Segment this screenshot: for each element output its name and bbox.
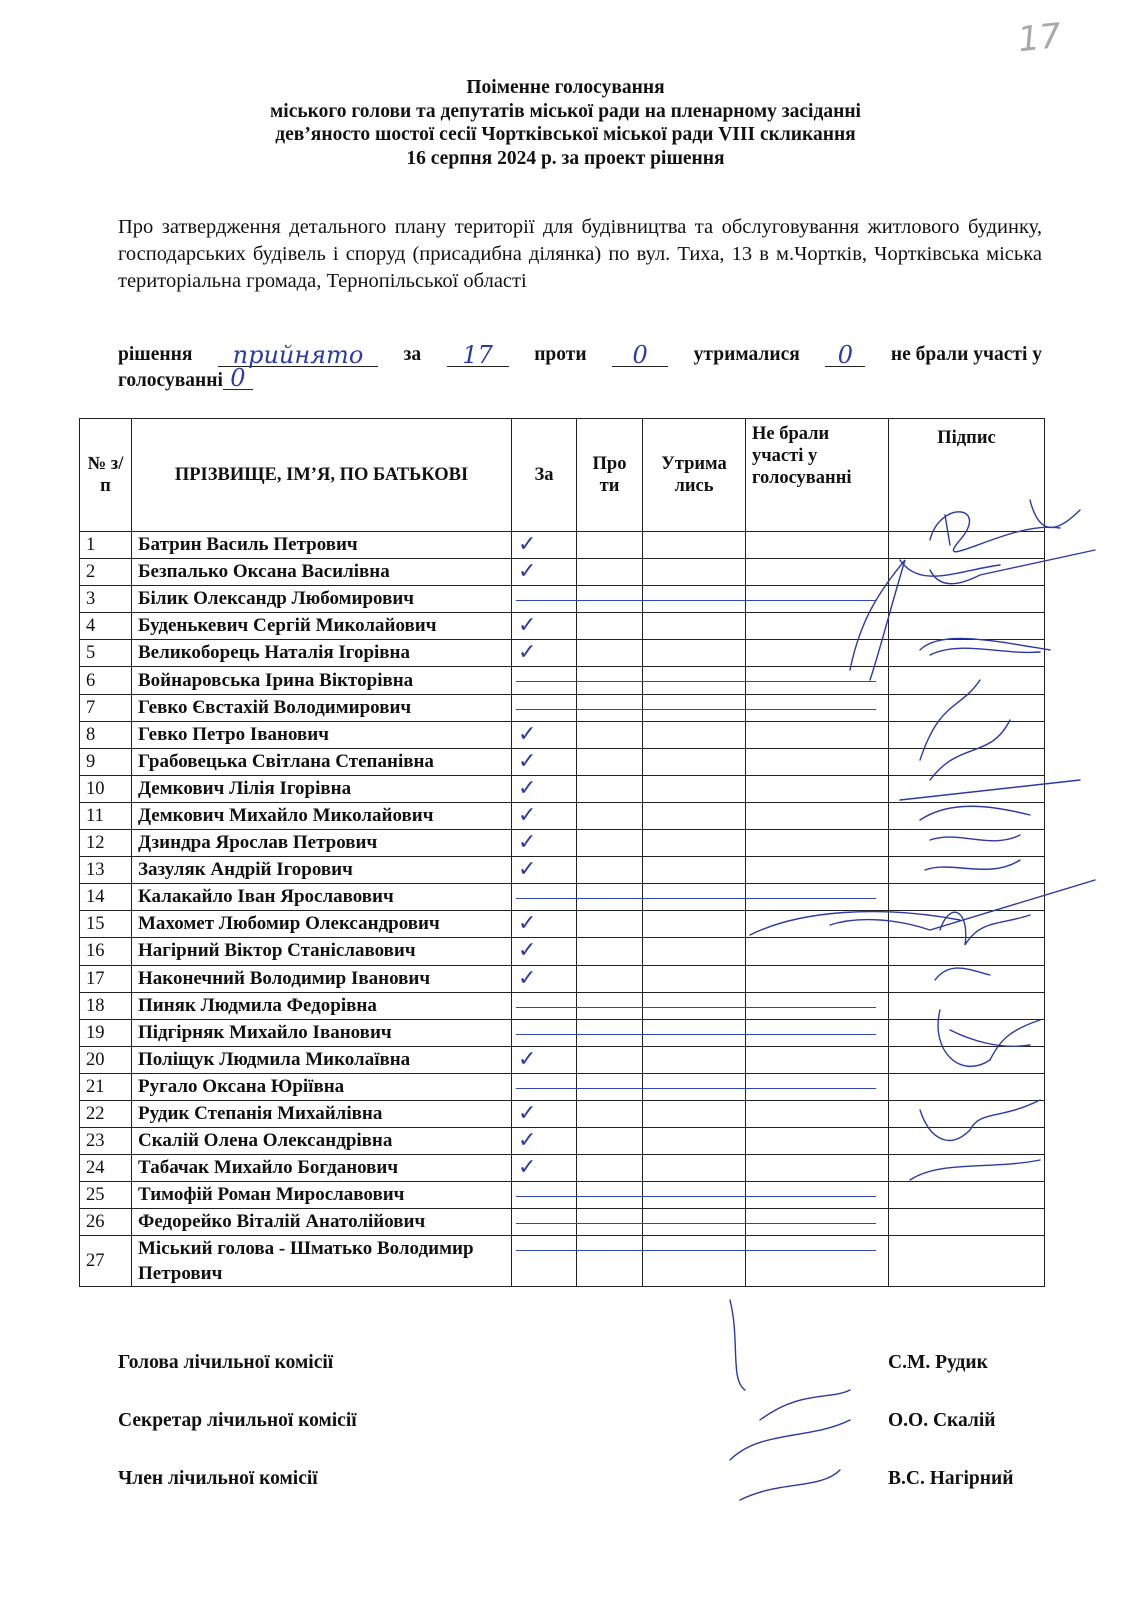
deputy-name: Скалій Олена Олександрівна: [132, 1128, 512, 1155]
vote-notpart-cell: [746, 965, 889, 992]
dash-line: [516, 1250, 876, 1251]
vote-for-cell: [512, 830, 577, 857]
deputy-name: Федорейко Віталій Анатолійович: [132, 1209, 512, 1236]
abstain-label: утрималися: [693, 344, 800, 365]
row-number: 25: [80, 1182, 132, 1209]
table-row: [80, 1209, 1045, 1236]
row-number: 4: [80, 613, 132, 640]
signature-cell: [889, 1019, 1045, 1046]
vote-for-cell: [512, 559, 577, 586]
deputy-name: Батрин Василь Петрович: [132, 532, 512, 559]
vote-for-cell: [512, 1236, 577, 1287]
table-row: [80, 667, 1045, 694]
checkmark-icon: ✓: [518, 802, 537, 828]
vote-notpart-cell: [746, 1236, 889, 1287]
deputy-name: Дзиндра Ярослав Петрович: [132, 830, 512, 857]
vote-for-cell: [512, 938, 577, 965]
signature-cell: [889, 1100, 1045, 1127]
row-number: 21: [80, 1073, 132, 1100]
deputy-name: Махомет Любомир Олександрович: [132, 911, 512, 938]
table-header-row: [80, 419, 1045, 532]
vote-for-cell: [512, 857, 577, 884]
table-row: [80, 1073, 1045, 1100]
vote-for-cell: [512, 1128, 577, 1155]
vote-abstain-cell: [643, 1128, 746, 1155]
vote-notpart-cell: [746, 938, 889, 965]
table-row: [80, 721, 1045, 748]
notpart-label-continued: голосуванні: [118, 370, 223, 391]
row-number: 18: [80, 992, 132, 1019]
signature-cell: [889, 775, 1045, 802]
vote-against-cell: [577, 532, 643, 559]
signature-cell: [889, 965, 1045, 992]
checkmark-icon: ✓: [518, 1100, 537, 1126]
deputy-name: Демкович Михайло Миколайович: [132, 802, 512, 829]
deputy-name: Нагірний Віктор Станіславович: [132, 938, 512, 965]
checkmark-icon: ✓: [518, 938, 537, 964]
table-row: [80, 1128, 1045, 1155]
signature-cell: [889, 830, 1045, 857]
vote-notpart-cell: [746, 1046, 889, 1073]
commission-person: В.С. Нагірний: [888, 1468, 1014, 1489]
vote-notpart-cell: [746, 748, 889, 775]
signature-cell: [889, 1155, 1045, 1182]
signature-cell: [889, 1073, 1045, 1100]
vote-notpart-cell: [746, 1100, 889, 1127]
table-row: [80, 694, 1045, 721]
header-for: За: [512, 419, 577, 532]
vote-against-cell: [577, 857, 643, 884]
deputy-name: Білик Олександр Любомирович: [132, 586, 512, 613]
deputy-name: Рудик Степанія Михайлівна: [132, 1100, 512, 1127]
deputy-name: Калакайло Іван Ярославович: [132, 884, 512, 911]
notpart-label: не брали участі у: [890, 344, 1042, 365]
table-row: [80, 748, 1045, 775]
vote-notpart-cell: [746, 911, 889, 938]
signature-cell: [889, 640, 1045, 667]
vote-for-cell: [512, 1073, 577, 1100]
vote-for-cell: [512, 532, 577, 559]
deputy-name: Тимофій Роман Мирославович: [132, 1182, 512, 1209]
vote-against-cell: [577, 1100, 643, 1127]
signature-cell: [889, 667, 1045, 694]
header-abstain: Утрима лись: [643, 419, 746, 532]
for-value: 17: [447, 344, 509, 367]
header-sign: Підпис: [889, 419, 1045, 532]
row-number: 5: [80, 640, 132, 667]
deputy-name: Зазуляк Андрій Ігорович: [132, 857, 512, 884]
row-number: 16: [80, 938, 132, 965]
vote-against-cell: [577, 1236, 643, 1287]
table-row: [80, 1046, 1045, 1073]
document-header: [0, 76, 1131, 170]
vote-abstain-cell: [643, 775, 746, 802]
deputy-name: Ругало Оксана Юріївна: [132, 1073, 512, 1100]
row-number: 9: [80, 748, 132, 775]
table-row: [80, 1236, 1045, 1287]
signature-cell: [889, 1236, 1045, 1287]
row-number: 19: [80, 1019, 132, 1046]
vote-against-cell: [577, 802, 643, 829]
header-notpart: Не брали участі у голосуванні: [746, 419, 889, 532]
row-number: 11: [80, 802, 132, 829]
signature-cell: [889, 532, 1045, 559]
table-row: [80, 802, 1045, 829]
vote-abstain-cell: [643, 1100, 746, 1127]
table-row: [80, 965, 1045, 992]
header-line-3: дев’яносто шостої сесії Чортківської міської ради VIII скликання: [275, 124, 856, 145]
voting-table-body: [80, 532, 1045, 1287]
voting-table: [79, 418, 1045, 1287]
signature-cell: [889, 1182, 1045, 1209]
row-number: 7: [80, 694, 132, 721]
checkmark-icon: ✓: [518, 830, 537, 856]
row-number: 14: [80, 884, 132, 911]
vote-against-cell: [577, 640, 643, 667]
row-number: 10: [80, 775, 132, 802]
decision-value: прийнято: [218, 344, 378, 367]
header-line-4: 16 серпня 2024 р. за проект рішення: [406, 147, 725, 169]
vote-against-cell: [577, 721, 643, 748]
vote-against-cell: [577, 748, 643, 775]
dash-line: [516, 1034, 876, 1035]
vote-abstain-cell: [643, 613, 746, 640]
deputy-name: Буденькевич Сергій Миколайович: [132, 613, 512, 640]
row-number: 23: [80, 1128, 132, 1155]
table-row: [80, 1019, 1045, 1046]
notpart-value: 0: [223, 367, 253, 390]
vote-abstain-cell: [643, 965, 746, 992]
row-number: 24: [80, 1155, 132, 1182]
vote-for-cell: [512, 667, 577, 694]
vote-notpart-cell: [746, 532, 889, 559]
signature-cell: [889, 1128, 1045, 1155]
vote-notpart-cell: [746, 830, 889, 857]
vote-abstain-cell: [643, 1236, 746, 1287]
commission-person: О.О. Скалій: [888, 1410, 996, 1431]
row-number: 20: [80, 1046, 132, 1073]
deputy-name: Гевко Петро Іванович: [132, 721, 512, 748]
checkmark-icon: ✓: [518, 1155, 537, 1181]
table-row: [80, 532, 1045, 559]
header-name: ПРІЗВИЩЕ, ІМ’Я, ПО БАТЬКОВІ: [132, 419, 512, 532]
decision-label: рішення: [118, 344, 193, 365]
for-label: за: [403, 344, 422, 365]
dash-line: [516, 1196, 876, 1197]
vote-abstain-cell: [643, 640, 746, 667]
vote-for-cell: [512, 775, 577, 802]
deputy-name: Грабовецька Світлана Степанівна: [132, 748, 512, 775]
vote-abstain-cell: [643, 911, 746, 938]
table-row: [80, 857, 1045, 884]
row-number: 17: [80, 965, 132, 992]
signature-cell: [889, 911, 1045, 938]
header-line-1: Поіменне голосування: [466, 77, 665, 98]
table-row: [80, 775, 1045, 802]
vote-against-cell: [577, 965, 643, 992]
signature-cell: [889, 694, 1045, 721]
table-row: [80, 1100, 1045, 1127]
deputy-name: Міський голова - Шматько Володимир Петрович: [132, 1236, 512, 1287]
signature-cell: [889, 613, 1045, 640]
vote-for-cell: [512, 586, 577, 613]
vote-against-cell: [577, 613, 643, 640]
vote-notpart-cell: [746, 857, 889, 884]
commission-role: Голова лічильної комісії: [118, 1352, 334, 1373]
vote-against-cell: [577, 559, 643, 586]
commission-role: Член лічильної комісії: [118, 1468, 318, 1489]
vote-abstain-cell: [643, 1155, 746, 1182]
dash-line: [516, 709, 876, 710]
deputy-name: Безпалько Оксана Василівна: [132, 559, 512, 586]
signature-cell: [889, 721, 1045, 748]
vote-abstain-cell: [643, 938, 746, 965]
deputy-name: Підгірняк Михайло Іванович: [132, 1019, 512, 1046]
vote-against-cell: [577, 1128, 643, 1155]
vote-for-cell: [512, 1155, 577, 1182]
signature-cell: [889, 857, 1045, 884]
vote-for-cell: [512, 1046, 577, 1073]
vote-for-cell: [512, 1182, 577, 1209]
dash-line: [516, 1007, 876, 1008]
vote-for-cell: [512, 1100, 577, 1127]
header-against: Про ти: [577, 419, 643, 532]
table-row: [80, 640, 1045, 667]
vote-notpart-cell: [746, 640, 889, 667]
signature-cell: [889, 586, 1045, 613]
vote-against-cell: [577, 911, 643, 938]
row-number: 3: [80, 586, 132, 613]
deputy-name: Гевко Євстахій Володимирович: [132, 694, 512, 721]
row-number: 8: [80, 721, 132, 748]
commission-role: Секретар лічильної комісії: [118, 1410, 357, 1431]
vote-for-cell: [512, 1019, 577, 1046]
vote-notpart-cell: [746, 775, 889, 802]
vote-for-cell: [512, 965, 577, 992]
checkmark-icon: ✓: [518, 1046, 537, 1072]
table-row: [80, 586, 1045, 613]
vote-for-cell: [512, 802, 577, 829]
table-row: [80, 884, 1045, 911]
deputy-name: Демкович Лілія Ігорівна: [132, 775, 512, 802]
vote-abstain-cell: [643, 802, 746, 829]
table-row: [80, 1155, 1045, 1182]
vote-abstain-cell: [643, 1046, 746, 1073]
checkmark-icon: ✓: [518, 1128, 537, 1154]
header-num: № з/п: [80, 419, 132, 532]
resolution-subject: Про затвердження детального плану території для будівництва та обслуговування житлового будинку, господарських будівель і споруд (присадибна ділянка) по вул. Тиха, 13 в м.Чортків, Чортківська міська територіальна громада, Тернопільської області: [118, 216, 1042, 292]
vote-against-cell: [577, 775, 643, 802]
vote-against-cell: [577, 1046, 643, 1073]
checkmark-icon: ✓: [518, 640, 537, 666]
vote-notpart-cell: [746, 1155, 889, 1182]
checkmark-icon: ✓: [518, 965, 537, 991]
row-number: 27: [80, 1236, 132, 1287]
row-number: 15: [80, 911, 132, 938]
checkmark-icon: ✓: [518, 857, 537, 883]
dash-line: [516, 1223, 876, 1224]
vote-abstain-cell: [643, 748, 746, 775]
row-number: 13: [80, 857, 132, 884]
deputy-name: Поліщук Людмила Миколаївна: [132, 1046, 512, 1073]
vote-for-cell: [512, 884, 577, 911]
table-row: [80, 992, 1045, 1019]
checkmark-icon: ✓: [518, 613, 537, 639]
checkmark-icon: ✓: [518, 721, 537, 747]
signature-cell: [889, 1046, 1045, 1073]
deputy-name: Наконечний Володимир Іванович: [132, 965, 512, 992]
row-number: 12: [80, 830, 132, 857]
vote-against-cell: [577, 938, 643, 965]
vote-abstain-cell: [643, 532, 746, 559]
dash-line: [516, 681, 876, 682]
deputy-name: Великоборець Наталія Ігорівна: [132, 640, 512, 667]
vote-for-cell: [512, 721, 577, 748]
deputy-name: Табачак Михайло Богданович: [132, 1155, 512, 1182]
against-value: 0: [612, 344, 668, 367]
abstain-value: 0: [825, 344, 865, 367]
vote-for-cell: [512, 613, 577, 640]
signature-cell: [889, 938, 1045, 965]
checkmark-icon: ✓: [518, 911, 537, 937]
vote-for-cell: [512, 911, 577, 938]
signature-cell: [889, 992, 1045, 1019]
vote-abstain-cell: [643, 830, 746, 857]
vote-result: [118, 342, 1042, 393]
table-row: [80, 938, 1045, 965]
signature-cell: [889, 802, 1045, 829]
table-row: [80, 830, 1045, 857]
vote-for-cell: [512, 640, 577, 667]
dash-line: [516, 1088, 876, 1089]
vote-for-cell: [512, 748, 577, 775]
signature-cell: [889, 748, 1045, 775]
deputy-name: Войнаровська Ірина Вікторівна: [132, 667, 512, 694]
vote-for-cell: [512, 694, 577, 721]
deputy-name: Пиняк Людмила Федорівна: [132, 992, 512, 1019]
vote-for-cell: [512, 1209, 577, 1236]
vote-notpart-cell: [746, 559, 889, 586]
checkmark-icon: ✓: [518, 775, 537, 801]
vote-notpart-cell: [746, 802, 889, 829]
signature-cell: [889, 1209, 1045, 1236]
vote-abstain-cell: [643, 559, 746, 586]
table-row: [80, 613, 1045, 640]
vote-notpart-cell: [746, 613, 889, 640]
vote-abstain-cell: [643, 721, 746, 748]
checkmark-icon: ✓: [518, 559, 537, 585]
vote-abstain-cell: [643, 857, 746, 884]
signature-cell: [889, 559, 1045, 586]
table-row: [80, 559, 1045, 586]
vote-notpart-cell: [746, 1128, 889, 1155]
vote-against-cell: [577, 1155, 643, 1182]
against-label: проти: [534, 344, 587, 365]
row-number: 26: [80, 1209, 132, 1236]
dash-line: [516, 898, 876, 899]
row-number: 2: [80, 559, 132, 586]
row-number: 22: [80, 1100, 132, 1127]
vote-for-cell: [512, 992, 577, 1019]
dash-line: [516, 600, 876, 601]
vote-against-cell: [577, 830, 643, 857]
checkmark-icon: ✓: [518, 532, 537, 557]
signature-scribble: [730, 1300, 850, 1500]
checkmark-icon: ✓: [518, 748, 537, 774]
row-number: 1: [80, 532, 132, 559]
signature-cell: [889, 884, 1045, 911]
row-number: 6: [80, 667, 132, 694]
table-row: [80, 911, 1045, 938]
commission-person: С.М. Рудик: [888, 1352, 988, 1373]
vote-notpart-cell: [746, 721, 889, 748]
page-number: 17: [1015, 15, 1063, 61]
header-line-2: міського голови та депутатів міської ради на пленарному засіданні: [270, 100, 861, 122]
table-row: [80, 1182, 1045, 1209]
